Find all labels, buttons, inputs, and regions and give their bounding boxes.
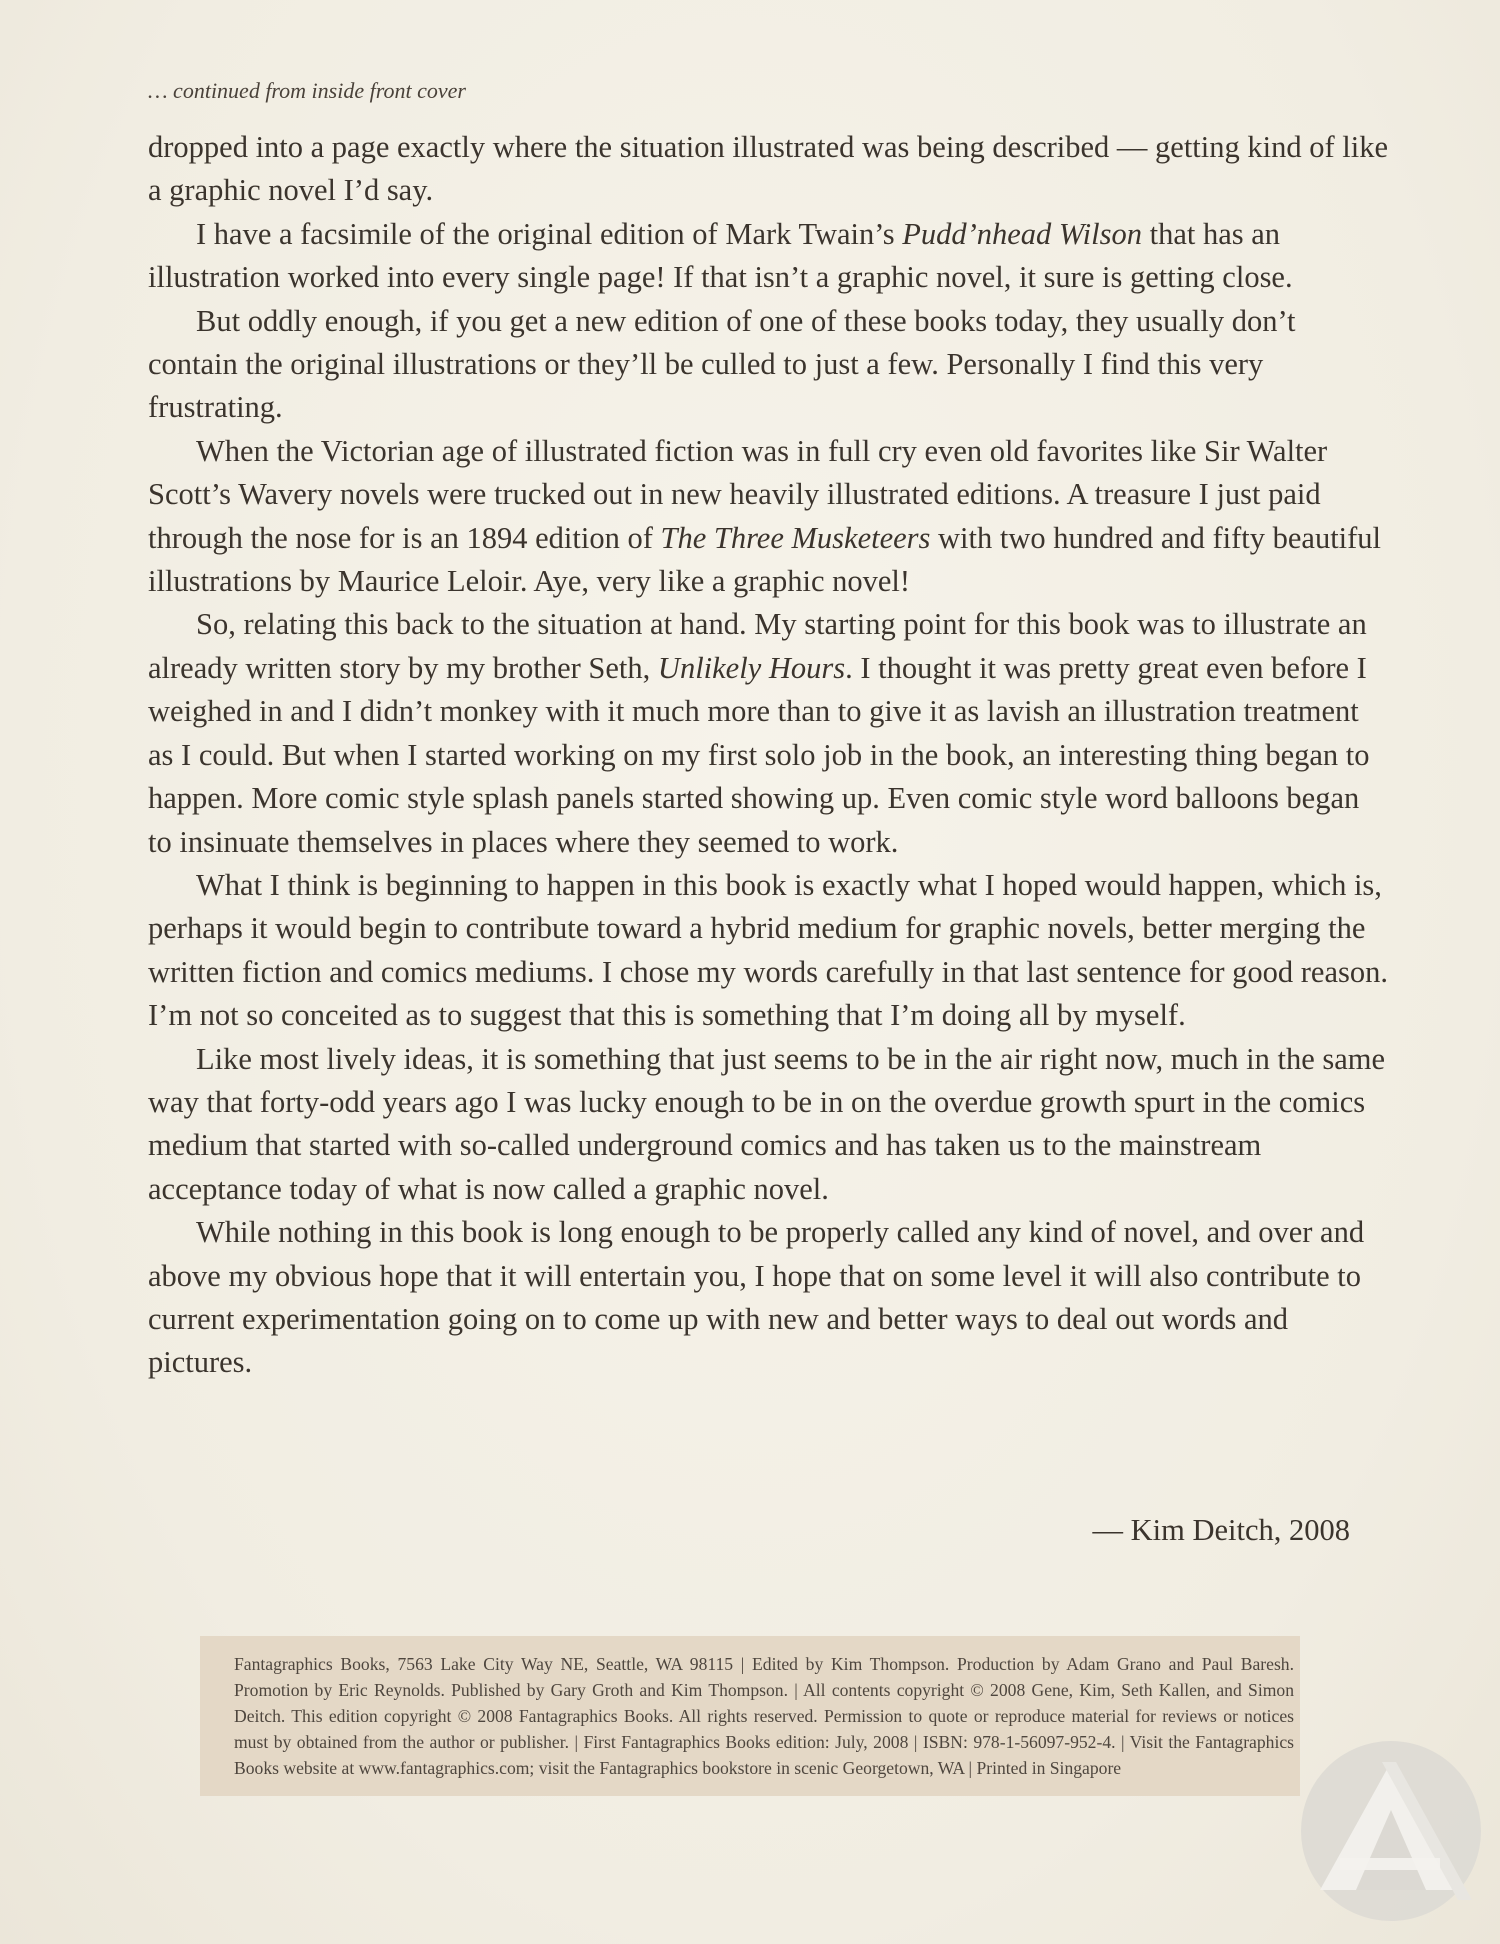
paragraph-1: dropped into a page exactly where the situation illustrated was being described — getting kind of like a graphic novel I’d say. bbox=[148, 130, 1388, 208]
colophon-text: Fantagraphics Books, 7563 Lake City Way NE, Seattle, WA 98115 | Edited by Kim Thompson. Production by Adam Grano and Paul Baresh. Promotion by Eric Reynolds. Published by Gary Groth and Kim Thompson. | All contents copyright © 2008 Gene, Kim, Seth Kallen, and Simon Deitch. This edition copyright © 2008 Fantagraphics Books. All rights reserved. Permission to quote or reproduce material for reviews or notices must by obtained from the author or publisher. | First Fantagraphics Books edition: July, 2008 | ISBN: 978-1-56097-952-4. | Visit the Fantagraphics Books website at www.fantagraphics.com; visit the Fantagraphics bookstore in scenic Georgetown, WA | Printed in Singapore bbox=[234, 1654, 1294, 1778]
book-title-unlikely-hours: Unlikely Hours bbox=[657, 650, 846, 685]
paragraph-8: While nothing in this book is long enough to be properly called any kind of novel, and over and above my obvious hope that it will entertain you, I hope that on some level it will also contribute to current experimentation going on to come up with new and better ways to deal out words and pictures. bbox=[148, 1215, 1365, 1380]
book-title-puddnhead-wilson: Pudd’nhead Wilson bbox=[902, 216, 1142, 251]
paragraph-3: But oddly enough, if you get a new edition of one of these books today, they usually don’t contain the original illustrations or they’ll be culled to just a few. Personally I find this very frustrating. bbox=[148, 303, 1296, 425]
paragraph-6: What I think is beginning to happen in this book is exactly what I hoped would happen, which is, perhaps it would begin to contribute toward a hybrid medium for graphic novels, better merging the written fiction and comics mediums. I chose my words carefully in that last sentence for good reason. I’m not so conceited as to suggest that this is something that I’m doing all by myself. bbox=[148, 867, 1388, 1033]
paragraph-4-pre: When the Victorian age of illustrated fiction was in full cry even old favorites like Sir Walter Scott’s Wavery novels were trucked out in new heavily illustrated editions. A treasure I just paid through the nose for is an 1894 edition of bbox=[148, 433, 1328, 555]
continued-note: … continued from inside front cover bbox=[148, 78, 466, 103]
paragraph-4-post: with two hundred and fifty beautiful illustrations by Maurice Leloir. Aye, very like a graphic novel! bbox=[148, 520, 1382, 599]
paragraph-2-pre: I have a facsimile of the original edition of Mark Twain’s bbox=[196, 216, 903, 251]
paragraph-5-post: . I thought it was pretty great even before I weighed in and I didn’t monkey with it much more than to give it as lavish an illustration treatment as I could. But when I started working on my first solo job in the book, an interesting thing began to happen. More comic style splash panels started showing up. Even comic style word balloons began to insinuate themselves in places where they seemed to work. bbox=[148, 650, 1370, 859]
paragraph-7: Like most lively ideas, it is something that just seems to be in the air right now, much in the same way that forty-odd years ago I was lucky enough to be in on the overdue growth spurt in the comics medium that started with so-called underground comics and has taken us to the mainstream acceptance today of what is now called a graphic novel. bbox=[148, 1041, 1386, 1206]
essay-body bbox=[148, 126, 1388, 1385]
paragraph-4 bbox=[148, 430, 1388, 604]
author-signature: — Kim Deitch, 2008 bbox=[1092, 1513, 1350, 1547]
paragraph-5 bbox=[148, 603, 1388, 863]
paragraph-2 bbox=[148, 213, 1388, 300]
paragraph-2-post: that has an illustration worked into every single page! If that isn’t a graphic novel, it sure is getting close. bbox=[148, 216, 1293, 295]
book-title-three-musketeers: The Three Musketeers bbox=[660, 520, 931, 555]
fantagraphics-logo-icon bbox=[1300, 1740, 1482, 1922]
paragraph-5-pre: So, relating this back to the situation at hand. My starting point for this book was to illustrate an already written story by my brother Seth, bbox=[148, 607, 1367, 685]
